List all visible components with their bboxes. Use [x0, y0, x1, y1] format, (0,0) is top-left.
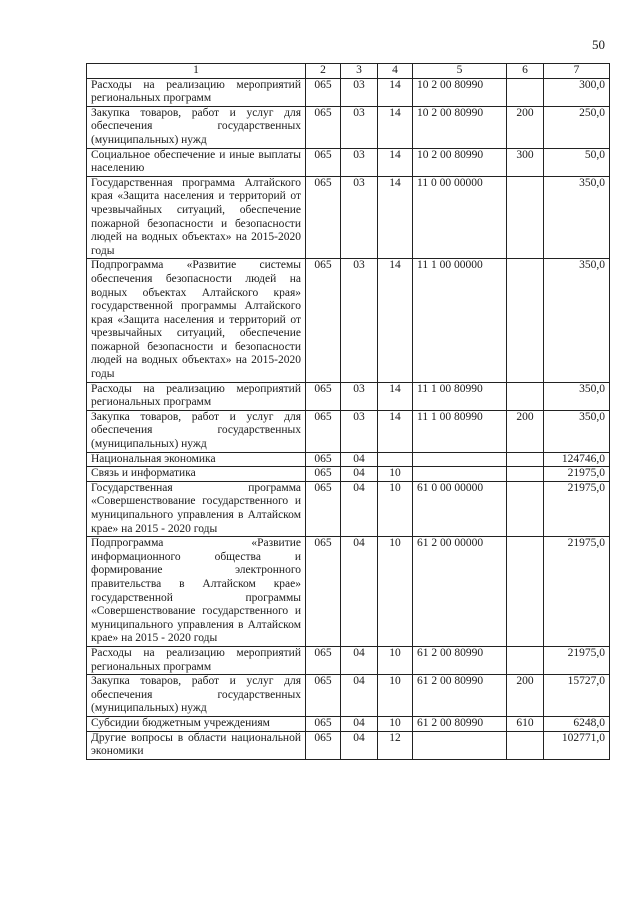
row-name-cell: Закупка товаров, работ и услуг для обеспечения государственных (муниципальных) нужд [87, 410, 306, 452]
chapter-code-cell: 065 [306, 716, 341, 731]
header-cell-1: 1 [87, 64, 306, 79]
amount-cell: 50,0 [544, 148, 610, 176]
amount-cell: 21975,0 [544, 646, 610, 674]
section-code-cell: 04 [341, 481, 378, 536]
row-name-cell: Закупка товаров, работ и услуг для обеспечения государственных (муниципальных) нужд [87, 106, 306, 148]
budget-table [86, 63, 610, 760]
section-code-cell: 03 [341, 176, 378, 259]
table-row [87, 78, 610, 106]
expense-type-code-cell: 200 [507, 410, 544, 452]
amount-cell: 21975,0 [544, 481, 610, 536]
amount-cell: 350,0 [544, 259, 610, 382]
chapter-code-cell: 065 [306, 675, 341, 717]
row-name-cell: Расходы на реализацию мероприятий региональных программ [87, 382, 306, 410]
amount-cell: 350,0 [544, 176, 610, 259]
target-article-code-cell: 61 2 00 80990 [413, 716, 507, 731]
row-name-cell: Расходы на реализацию мероприятий региональных программ [87, 78, 306, 106]
target-article-code-cell: 11 1 00 80990 [413, 382, 507, 410]
row-name-cell: Национальная экономика [87, 452, 306, 467]
table-row [87, 675, 610, 717]
subsection-code-cell: 14 [378, 410, 413, 452]
chapter-code-cell: 065 [306, 382, 341, 410]
row-name-cell: Подпрограмма «Развитие информационного общества и формирование электронного правительства в Алтайском крае» государственной программы «Совершенствование государственного и муниципального управления в Алтайском крае» на 2015 - 2020 годы [87, 537, 306, 647]
chapter-code-cell: 065 [306, 148, 341, 176]
table-body [87, 78, 610, 759]
subsection-code-cell: 14 [378, 259, 413, 382]
subsection-code-cell: 14 [378, 148, 413, 176]
target-article-code-cell: 61 0 00 00000 [413, 481, 507, 536]
section-code-cell: 03 [341, 78, 378, 106]
chapter-code-cell: 065 [306, 537, 341, 647]
section-code-cell: 04 [341, 716, 378, 731]
subsection-code-cell: 14 [378, 78, 413, 106]
header-cell-5: 5 [413, 64, 507, 79]
amount-cell: 21975,0 [544, 537, 610, 647]
subsection-code-cell: 14 [378, 106, 413, 148]
target-article-code-cell: 11 1 00 00000 [413, 259, 507, 382]
target-article-code-cell: 10 2 00 80990 [413, 106, 507, 148]
subsection-code-cell: 14 [378, 382, 413, 410]
chapter-code-cell: 065 [306, 452, 341, 467]
header-cell-7: 7 [544, 64, 610, 79]
amount-cell: 15727,0 [544, 675, 610, 717]
subsection-code-cell: 10 [378, 537, 413, 647]
table-row [87, 716, 610, 731]
row-name-cell: Другие вопросы в области национальной экономики [87, 731, 306, 759]
row-name-cell: Государственная программа Алтайского края «Защита населения и территорий от чрезвычайных ситуаций, обеспечение пожарной безопасности и безопасности людей на водных объектах» на 2015-2020 годы [87, 176, 306, 259]
subsection-code-cell: 10 [378, 646, 413, 674]
amount-cell: 350,0 [544, 410, 610, 452]
expense-type-code-cell: 300 [507, 148, 544, 176]
chapter-code-cell: 065 [306, 176, 341, 259]
table-row [87, 382, 610, 410]
header-cell-6: 6 [507, 64, 544, 79]
table-row [87, 259, 610, 382]
header-row [87, 64, 610, 79]
row-name-cell: Подпрограмма «Развитие системы обеспечения безопасности людей на водных объектах Алтайского края» государственной программы Алтайского края «Защита населения и территорий от чрезвычайных ситуаций, обеспечение пожарной безопасности и безопасности людей на водных объектах» на 2015-2020 годы [87, 259, 306, 382]
row-name-cell: Социальное обеспечение и иные выплаты населению [87, 148, 306, 176]
subsection-code-cell [378, 452, 413, 467]
header-cell-3: 3 [341, 64, 378, 79]
section-code-cell: 04 [341, 731, 378, 759]
target-article-code-cell [413, 452, 507, 467]
table-row [87, 148, 610, 176]
expense-type-code-cell [507, 78, 544, 106]
amount-cell: 21975,0 [544, 467, 610, 482]
chapter-code-cell: 065 [306, 259, 341, 382]
chapter-code-cell: 065 [306, 410, 341, 452]
table-row [87, 106, 610, 148]
section-code-cell: 03 [341, 382, 378, 410]
target-article-code-cell: 11 0 00 00000 [413, 176, 507, 259]
expense-type-code-cell [507, 537, 544, 647]
subsection-code-cell: 10 [378, 716, 413, 731]
chapter-code-cell: 065 [306, 106, 341, 148]
expense-type-code-cell [507, 731, 544, 759]
row-name-cell: Субсидии бюджетным учреждениям [87, 716, 306, 731]
target-article-code-cell [413, 467, 507, 482]
subsection-code-cell: 10 [378, 467, 413, 482]
section-code-cell: 03 [341, 106, 378, 148]
table-row [87, 176, 610, 259]
amount-cell: 6248,0 [544, 716, 610, 731]
expense-type-code-cell: 200 [507, 106, 544, 148]
target-article-code-cell: 61 2 00 80990 [413, 646, 507, 674]
table-row [87, 467, 610, 482]
target-article-code-cell: 61 2 00 80990 [413, 675, 507, 717]
subsection-code-cell: 14 [378, 176, 413, 259]
table-row [87, 481, 610, 536]
expense-type-code-cell [507, 452, 544, 467]
chapter-code-cell: 065 [306, 731, 341, 759]
expense-type-code-cell [507, 646, 544, 674]
section-code-cell: 03 [341, 259, 378, 382]
table-row [87, 646, 610, 674]
amount-cell: 350,0 [544, 382, 610, 410]
expense-type-code-cell [507, 259, 544, 382]
table-header [87, 64, 610, 79]
expense-type-code-cell: 610 [507, 716, 544, 731]
expense-type-code-cell [507, 176, 544, 259]
row-name-cell: Расходы на реализацию мероприятий региональных программ [87, 646, 306, 674]
table-row [87, 537, 610, 647]
table-row [87, 731, 610, 759]
expense-type-code-cell: 200 [507, 675, 544, 717]
row-name-cell: Закупка товаров, работ и услуг для обеспечения государственных (муниципальных) нужд [87, 675, 306, 717]
row-name-cell: Государственная программа «Совершенствование государственного и муниципального управления в Алтайском крае» на 2015 - 2020 годы [87, 481, 306, 536]
table-row [87, 410, 610, 452]
amount-cell: 250,0 [544, 106, 610, 148]
target-article-code-cell: 10 2 00 80990 [413, 78, 507, 106]
section-code-cell: 03 [341, 410, 378, 452]
chapter-code-cell: 065 [306, 467, 341, 482]
expense-type-code-cell [507, 382, 544, 410]
target-article-code-cell: 11 1 00 80990 [413, 410, 507, 452]
target-article-code-cell: 10 2 00 80990 [413, 148, 507, 176]
section-code-cell: 03 [341, 148, 378, 176]
expense-type-code-cell [507, 481, 544, 536]
header-cell-2: 2 [306, 64, 341, 79]
page-number: 50 [592, 37, 605, 52]
section-code-cell: 04 [341, 675, 378, 717]
subsection-code-cell: 12 [378, 731, 413, 759]
row-name-cell: Связь и информатика [87, 467, 306, 482]
chapter-code-cell: 065 [306, 78, 341, 106]
section-code-cell: 04 [341, 467, 378, 482]
table-row [87, 452, 610, 467]
section-code-cell: 04 [341, 537, 378, 647]
subsection-code-cell: 10 [378, 675, 413, 717]
section-code-cell: 04 [341, 452, 378, 467]
expense-type-code-cell [507, 467, 544, 482]
amount-cell: 124746,0 [544, 452, 610, 467]
target-article-code-cell: 61 2 00 00000 [413, 537, 507, 647]
header-cell-4: 4 [378, 64, 413, 79]
section-code-cell: 04 [341, 646, 378, 674]
target-article-code-cell [413, 731, 507, 759]
chapter-code-cell: 065 [306, 646, 341, 674]
subsection-code-cell: 10 [378, 481, 413, 536]
chapter-code-cell: 065 [306, 481, 341, 536]
amount-cell: 300,0 [544, 78, 610, 106]
amount-cell: 102771,0 [544, 731, 610, 759]
